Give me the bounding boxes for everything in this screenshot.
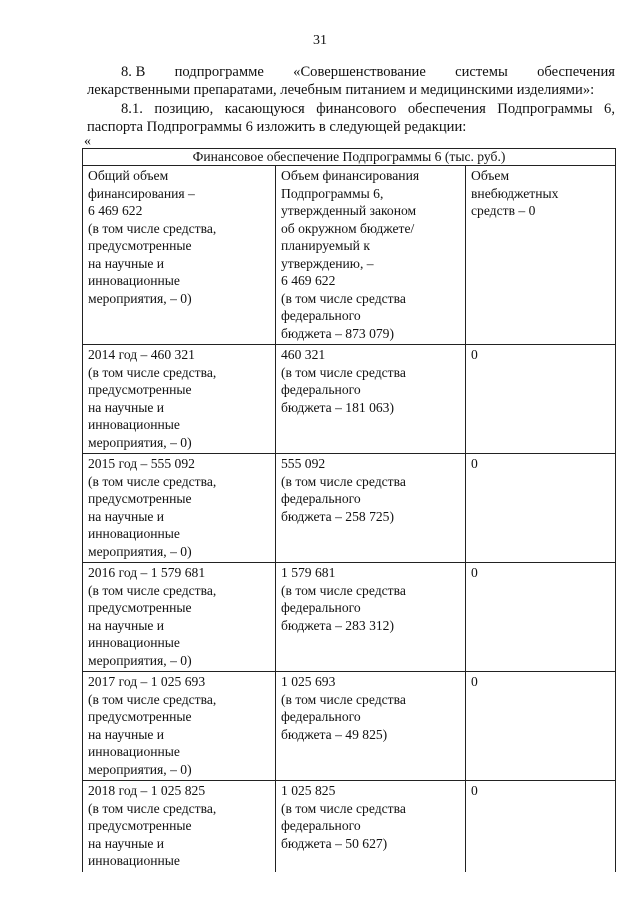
cell-text-line: на научные и [88,508,165,524]
cell-text-line: (в том числе средства [281,473,406,489]
cell-text-line: утвержденный законом [281,203,417,218]
paragraph-8 [87,63,615,99]
table-cell-2 [276,781,466,872]
cell-text-line: инновационные [88,273,180,288]
table-cell-3 [466,454,616,563]
cell-text-line: на научные и [88,255,165,271]
cell-text-line: средств – 0 [471,203,536,218]
cell-text-line: (в том числе средства, [88,582,217,598]
cell-text-line: федерального [281,382,361,397]
financing-table [82,148,616,872]
cell-text-line: бюджета – 49 825) [281,726,388,742]
paragraph-8-word: «Совершенствование [293,64,426,80]
paragraph-8-1-line-1: 8.1. позицию, касающуюся финансового обеспечения Подпрограммы 6, [121,101,615,117]
cell-text-line: мероприятия, – 0) [88,543,192,559]
cell-text-line: предусмотренные [88,709,192,724]
cell-text-line: (в том числе средства [281,691,406,707]
table-row [83,166,616,345]
open-quote-mark: « [84,134,91,149]
table-body [83,166,616,872]
page-number: 31 [313,33,327,48]
table-cell-1 [83,563,276,672]
cell-text-line: 1 579 681 [281,565,336,580]
cell-text-line: бюджета – 283 312) [281,617,394,633]
table-row [83,781,616,872]
cell-text-line: бюджета – 873 079) [281,325,394,341]
cell-text-line: 555 092 [281,456,326,471]
cell-text-line: мероприятия, – 0) [88,434,192,450]
table-row [83,454,616,563]
cell-text-line: 6 469 622 [281,273,336,288]
table-cell-3 [466,781,616,872]
cell-text-line: инновационные [88,526,180,541]
cell-text-line: 2018 год – 1 025 825 [88,783,206,798]
cell-text-line: Объем финансирования [281,168,420,183]
cell-text-line: мероприятия, – 0) [88,761,192,777]
cell-text-line: предусмотренные [88,818,192,833]
cell-text-line: 0 [471,674,478,689]
table-cell-2 [276,345,466,454]
cell-text-line: 0 [471,347,478,362]
cell-text-line: на научные и [88,726,165,742]
cell-text-line: на научные и [88,835,165,851]
table-cell-2 [276,166,466,345]
cell-text-line: на научные и [88,399,165,415]
cell-text-line: (в том числе средства, [88,220,217,236]
cell-text-line: федерального [281,308,361,323]
paragraph-8-line-2: лекарственными препаратами, лечебным питанием и медицинскими изделиями»: [87,82,595,98]
cell-text-line: федерального [281,600,361,615]
cell-text-line: инновационные [88,853,180,868]
cell-text-line: бюджета – 258 725) [281,508,394,524]
cell-text-line: федерального [281,491,361,506]
table-cell-1 [83,672,276,781]
table-cell-2 [276,454,466,563]
cell-text-line: Общий объем [88,168,169,183]
cell-text-line: финансирования – [88,185,195,201]
paragraph-8-1 [87,100,615,136]
paragraph-8-word: обеспечения [537,64,615,80]
cell-text-line: (в том числе средства, [88,800,217,816]
cell-text-line: бюджета – 181 063) [281,399,394,415]
cell-text-line: (в том числе средства, [88,364,217,380]
table-cell-1 [83,781,276,872]
table-row [83,345,616,454]
cell-text-line: планируемый к [281,238,370,253]
paragraph-8-word: подпрограмме [174,64,264,80]
cell-text-line: бюджета – 50 627) [281,835,388,851]
cell-text-line: 1 025 825 [281,783,336,798]
cell-text-line: (в том числе средства, [88,691,217,707]
table-cell-1 [83,454,276,563]
cell-text-line: 0 [471,565,478,580]
cell-text-line: мероприятия, – 0) [88,290,192,306]
cell-text-line: (в том числе средства, [88,473,217,489]
table-cell-2 [276,672,466,781]
paragraph-8-word: 8. В [121,64,146,80]
cell-text-line: предусмотренные [88,491,192,506]
cell-text-line: (в том числе средства [281,800,406,816]
cell-text-line: федерального [281,709,361,724]
paragraph-8-1-line-2: паспорта Подпрограммы 6 изложить в следующей редакции: [87,119,467,135]
cell-text-line: (в том числе средства [281,290,406,306]
table-row [83,672,616,781]
cell-text-line: 460 321 [281,347,326,362]
cell-text-line: утверждению, – [281,255,374,271]
cell-text-line: об окружном бюджете/ [281,220,415,236]
cell-text-line: инновационные [88,635,180,650]
cell-text-line: 2014 год – 460 321 [88,347,195,362]
cell-text-line: федерального [281,818,361,833]
cell-text-line: на научные и [88,617,165,633]
cell-text-line: мероприятия, – 0) [88,652,192,668]
cell-text-line: внебюджетных [471,185,559,201]
cell-text-line: предусмотренные [88,600,192,615]
table-cell-3 [466,563,616,672]
table-cell-1 [83,345,276,454]
table-cell-3 [466,166,616,345]
cell-text-line: инновационные [88,417,180,432]
cell-text-line: 1 025 693 [281,674,336,689]
table-cell-1 [83,166,276,345]
cell-text-line: 0 [471,783,478,798]
cell-text-line: предусмотренные [88,238,192,253]
cell-text-line: 6 469 622 [88,203,143,218]
table-cell-2 [276,563,466,672]
table-caption: Финансовое обеспечение Подпрограммы 6 (тыс. руб.) [83,149,616,166]
cell-text-line: 2016 год – 1 579 681 [88,565,206,580]
table-cell-3 [466,672,616,781]
table-row [83,563,616,672]
cell-text-line: (в том числе средства [281,582,406,598]
cell-text-line: 2015 год – 555 092 [88,456,195,471]
cell-text-line: 0 [471,456,478,471]
table-cell-3 [466,345,616,454]
cell-text-line: Подпрограммы 6, [281,185,384,201]
paragraph-8-word: системы [455,64,508,80]
paragraph-8-line-1 [87,63,615,81]
cell-text-line: инновационные [88,744,180,759]
cell-text-line: предусмотренные [88,382,192,397]
cell-text-line: 2017 год – 1 025 693 [88,674,206,689]
cell-text-line: Объем [471,168,510,183]
cell-text-line: (в том числе средства [281,364,406,380]
